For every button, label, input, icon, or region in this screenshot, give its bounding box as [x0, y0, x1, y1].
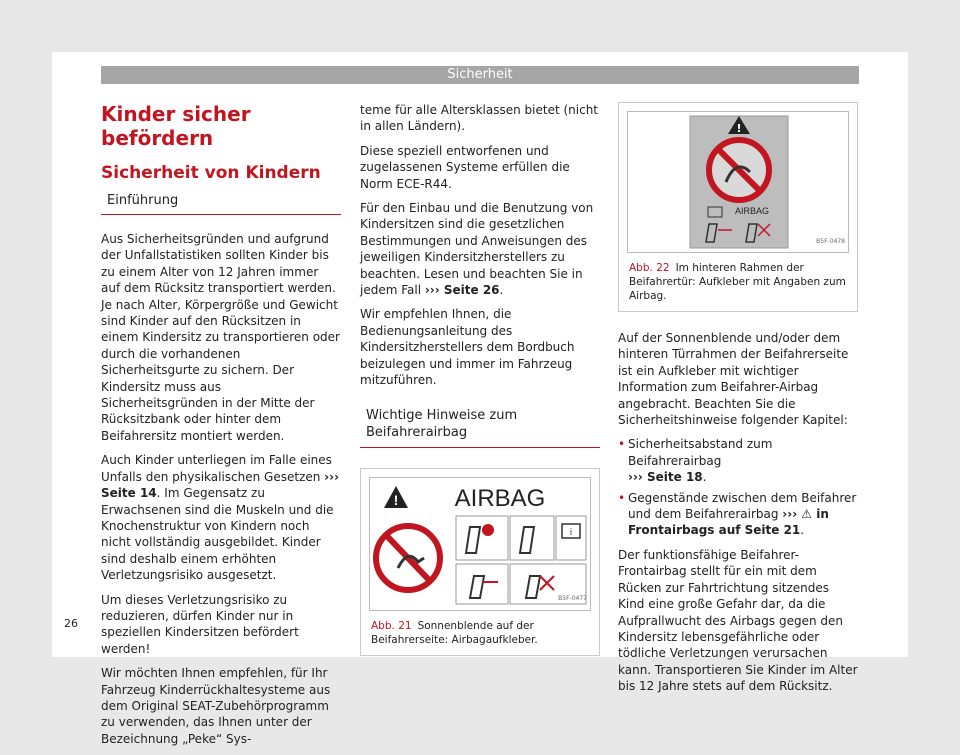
- paragraph: teme für alle Altersklassen bietet (nicht in allen Ländern).: [360, 103, 599, 134]
- text: .: [499, 283, 504, 298]
- image-code: B5F-0477: [558, 595, 587, 603]
- page-link[interactable]: ››› Seite 26: [424, 283, 500, 298]
- door-sticker-image: [627, 111, 849, 253]
- text: Sicherheitsabstand zum Beifahrerairbag: [628, 437, 773, 468]
- list-item: • Gegenstände zwischen dem Beifahrer und dem Beifahrerairbag ››› ⚠ in Frontairbags auf Seite 21.: [618, 490, 858, 539]
- figure-21: [360, 468, 600, 656]
- svg-text:!: !: [393, 491, 399, 508]
- text: Gegenstände zwischen dem Beifahrer und dem Beifahrerairbag: [628, 490, 857, 522]
- paragraph: Auf der Sonnenblende und/oder dem hinteren Türrahmen der Beifahrerseite ist ein Aufkleber mit wichtiger Information zum Beifahrer-Airbag angebracht. Beachten Sie die Sicherheitshinweise folgender Kapitel:: [618, 331, 849, 428]
- column-2: [360, 102, 600, 656]
- airbag-label: AIRBAG: [734, 206, 770, 216]
- paragraph: Der funktionsfähige Beifahrer-Frontairbag stellt für ein mit dem Rücken zur Fahrtrichtung sitzendes Kind eine große Gefahr dar, da die Aufprallwucht des Airbags gegen den Kindersitz lebensgefährliche oder tödliche Verletzungen verursachen kann. Transportieren Sie Kinder im Alter bis 12 Jahre stets auf dem Rücksitz.: [618, 547, 858, 694]
- caption-text: Im hinteren Rahmen der Beifahrertür: Aufkleber mit Angaben zum Airbag.: [629, 262, 846, 302]
- page-number: 26: [64, 617, 78, 630]
- caption-text: Sonnenblende auf der Beifahrerseite: Airbagaufkleber.: [371, 619, 538, 646]
- paragraph: Diese speziell entworfenen und zugelassenen Systeme erfüllen die Norm ECE-R44.: [360, 143, 570, 191]
- subsection-title: Einführung: [107, 193, 179, 208]
- page-link[interactable]: ››› Seite 14: [101, 469, 340, 501]
- figure-caption: [361, 611, 599, 655]
- subsection-heading-wrap: [101, 192, 341, 215]
- section-heading: Wichtige Hinweise zum Beifahrerairbag: [360, 407, 600, 448]
- paragraph: Um dieses Verletzungsrisiko zu reduzieren, dürfen Kinder nur in speziellen Kindersitzen befördert werden!: [101, 592, 299, 656]
- paragraph: Wir möchten Ihnen empfehlen, für Ihr Fahrzeug Kinderrückhaltesysteme aus dem Original SEAT-Zubehörprogramm zu verwenden, das Ihnen unter der Bezeichnung „Peke“ Sys-: [101, 666, 331, 746]
- airbag-sticker-svg: [370, 478, 592, 610]
- svg-text:i: i: [569, 527, 573, 538]
- section-title: Sicherheit von Kindern: [101, 163, 321, 183]
- column-1: [101, 102, 341, 755]
- page-link[interactable]: ››› ⚠ in Frontairbags auf Seite 21: [628, 507, 829, 538]
- figure-label: Abb. 21: [371, 619, 412, 632]
- figure-label: Abb. 22: [629, 262, 670, 274]
- bullet-list: [618, 436, 858, 538]
- text: Für den Einbau und die Benutzung von Kindersitzen sind die gesetzlichen Bestimmungen und Anweisungen des jeweiligen Kindersitzherstellers zu beachten. Lesen und beachten Sie in jedem Fall: [360, 201, 594, 298]
- column-3: [618, 102, 858, 703]
- airbag-sticker-image: [369, 477, 591, 611]
- paragraph: [101, 452, 341, 583]
- paragraph: Wir empfehlen Ihnen, die Bedienungsanleitung des Kindersitzherstellers dem Bordbuch beizulegen und immer im Fahrzeug mitzuführen.: [360, 307, 575, 388]
- list-item: • Sicherheitsabstand zum Beifahrerairbag ››› Seite 18.: [618, 436, 858, 485]
- text: . Im Gegensatz zu Erwachsenen sind die Muskeln und die Knochenstruktur von Kindern noch nicht vollständig ausgebildet. Kinder sind deshalb einem erhöhten Verletzungsrisiko ausgesetzt.: [101, 486, 334, 583]
- page-link[interactable]: ››› Seite 18: [628, 470, 703, 485]
- text: Auch Kinder unterliegen im Falle eines Unfalls den physikalischen Gesetzen: [101, 453, 332, 484]
- door-sticker-svg: [628, 112, 850, 252]
- page-title: Kinder sicher befördern: [101, 102, 251, 150]
- image-code: B5F-0478: [816, 237, 845, 245]
- chapter-header: Sicherheit: [101, 66, 859, 84]
- paragraph: [360, 200, 600, 298]
- svg-text:!: !: [736, 122, 742, 135]
- figure-22: [618, 102, 858, 312]
- figure-caption: [619, 253, 857, 311]
- airbag-label: AIRBAG: [454, 484, 546, 512]
- paragraph: Aus Sicherheitsgründen und aufgrund der Unfallstatistiken sollten Kinder bis zu einem Alter von 12 Jahren immer auf dem Rücksitz transportiert werden. Je nach Alter, Körpergröße und Gewicht sind Kinder auf den Rücksitzen in einem Kindersitz zu transportieren oder durch die vorhandenen Sicherheitsgurte zu sichern. Der Kindersitz muss aus Sicherheitsgründen in der Mitte der Rücksitzbank oder hinter dem Beifahrersitz montiert werden.: [101, 232, 340, 443]
